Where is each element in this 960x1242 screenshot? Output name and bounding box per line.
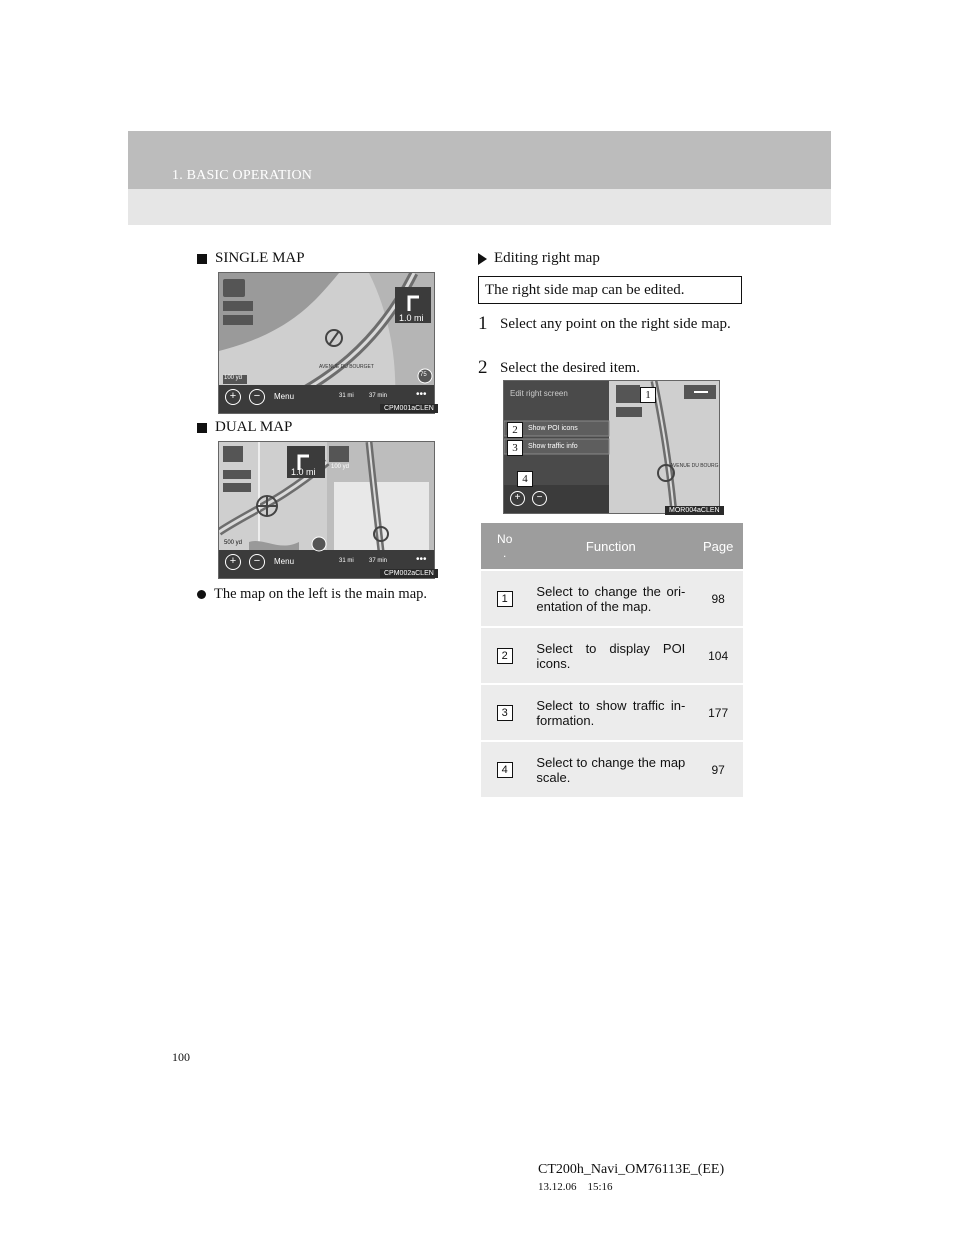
row-page: 104 [693, 627, 743, 684]
road-label: AVENUE DU BOURGET [319, 364, 374, 370]
square-bullet-icon [197, 254, 207, 264]
function-table [481, 523, 743, 797]
square-bullet-icon [197, 423, 207, 433]
zoom-out-icon: − [532, 491, 547, 506]
zoom-in-icon: + [225, 554, 241, 570]
table-row [481, 570, 743, 627]
zoom-in-icon: + [510, 491, 525, 506]
row-function: Select to change the map scale. [528, 741, 693, 797]
single-map-heading: SINGLE MAP [197, 250, 305, 267]
row-page: 97 [693, 741, 743, 797]
image-code: MOR004aCLEN [665, 506, 724, 515]
step-1: 1 Select any point on the right side map. [478, 313, 731, 334]
table-header-row [481, 523, 743, 570]
footer-timestamp: 13.12.06 15:16 [538, 1181, 613, 1193]
info-box: The right side map can be edited. [478, 276, 742, 304]
image-code: CPM001aCLEN [380, 404, 438, 413]
section-title: 1. BASIC OPERATION [172, 168, 313, 183]
route-badge: 75 [420, 372, 427, 378]
more-icon: ••• [416, 389, 427, 400]
zoom-out-icon: − [249, 389, 265, 405]
distance-sign: 1.0 mi [291, 467, 316, 477]
road-label: AVENUE DU BOURG [670, 463, 719, 469]
distance-sign: 1.0 mi [399, 313, 424, 323]
screen-title: Edit right screen [510, 389, 568, 398]
dual-map-heading: DUAL MAP [197, 419, 292, 436]
main-map-note: The map on the left is the main map. [197, 586, 427, 603]
row-function: Select to display POI icons. [528, 627, 693, 684]
row-number: 1 [481, 570, 528, 627]
edit-right-screenshot [503, 380, 720, 514]
footer-doc-id: CT200h_Navi_OM76113E_(EE) [538, 1162, 725, 1177]
time-readout: 37 min [369, 393, 388, 399]
more-icon: ••• [416, 554, 427, 565]
col-header-page: Page [693, 523, 743, 570]
row-function: Select to show traffic in- formation. [528, 684, 693, 741]
callout-1: 1 [640, 387, 656, 403]
page-number: 100 [172, 1050, 190, 1064]
row-number: 2 [481, 627, 528, 684]
menu-label: Menu [274, 557, 295, 566]
scale-label-right: 100 yd [331, 464, 350, 470]
scale-label-left: 500 yd [224, 540, 243, 546]
triangle-bullet-icon [478, 253, 487, 265]
menu-label: Menu [274, 392, 295, 401]
option-show-traffic: Show traffic info [528, 443, 578, 450]
round-bullet-icon [197, 590, 206, 599]
table-row [481, 741, 743, 797]
dual-map-screenshot [218, 441, 435, 579]
zoom-in-icon: + [225, 389, 241, 405]
col-header-no: No . [481, 523, 528, 570]
image-code: CPM002aCLEN [380, 569, 438, 578]
row-number: 3 [481, 684, 528, 741]
step-2: 2 Select the desired item. [478, 357, 640, 378]
scale-label: 100 yd [224, 375, 243, 381]
row-page: 177 [693, 684, 743, 741]
table-row [481, 627, 743, 684]
distance-readout: 31 mi [339, 558, 354, 564]
time-readout: 37 min [369, 558, 388, 564]
callout-4: 4 [517, 471, 533, 487]
zoom-out-icon: − [249, 554, 265, 570]
row-number: 4 [481, 741, 528, 797]
col-header-function: Function [528, 523, 693, 570]
table-row [481, 684, 743, 741]
editing-right-map-heading: Editing right map [478, 250, 600, 267]
single-map-screenshot [218, 272, 435, 414]
header-subband [128, 189, 831, 225]
option-show-poi: Show POI icons [528, 425, 578, 432]
distance-readout: 31 mi [339, 393, 354, 399]
callout-3: 3 [507, 440, 523, 456]
callout-2: 2 [507, 422, 523, 438]
row-page: 98 [693, 570, 743, 627]
row-function: Select to change the ori- entation of the map. [528, 570, 693, 627]
